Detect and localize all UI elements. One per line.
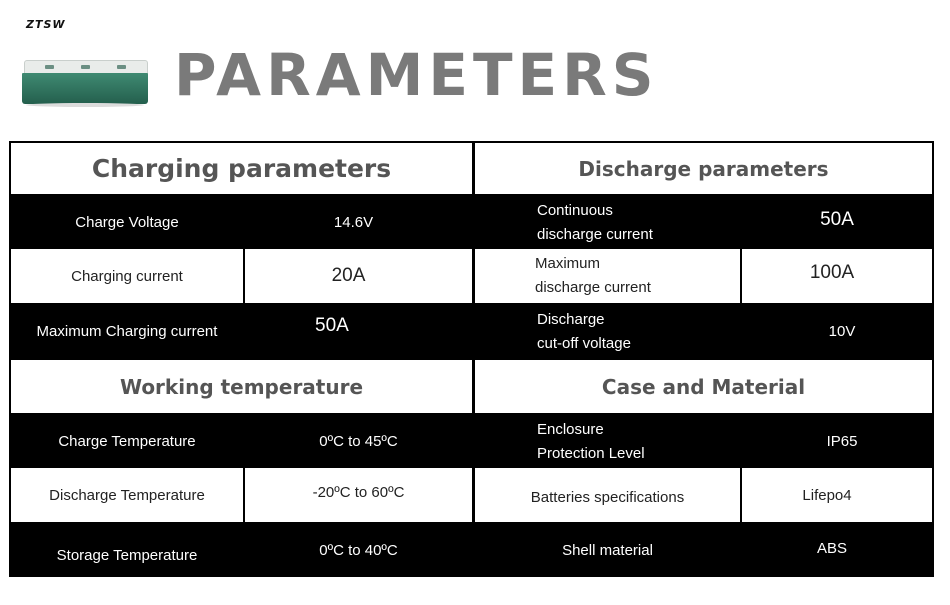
enclosure-protection-label xyxy=(475,415,740,468)
charging-parameters-heading: Charging parameters xyxy=(11,143,472,194)
continuous-discharge-label-line1: Continuous xyxy=(537,201,613,219)
battery-icon xyxy=(22,60,148,106)
enclosure-protection-label-line2: Protection Level xyxy=(537,444,645,462)
charging-current-value: 20A xyxy=(245,249,472,303)
charging-current-label: Charging current xyxy=(11,249,243,303)
maximum-discharge-label-line1: Maximum xyxy=(535,255,601,272)
batteries-spec-label: Batteries specifications xyxy=(475,468,740,522)
continuous-discharge-label-line2: discharge current xyxy=(537,225,653,243)
enclosure-protection-label-line1: Enclosure xyxy=(537,420,604,438)
page-title: PARAMETERS xyxy=(174,41,659,109)
brand-logo: ZTSW xyxy=(26,18,66,31)
charge-temperature-label: Charge Temperature xyxy=(11,415,243,468)
maximum-discharge-label-line2: discharge current xyxy=(535,279,651,296)
storage-temperature-label: Storage Temperature xyxy=(11,524,243,577)
maximum-discharge-value: 100A xyxy=(742,249,932,303)
case-material-heading: Case and Material xyxy=(475,360,932,413)
continuous-discharge-value: 50A xyxy=(742,196,932,249)
discharge-temperature-label: Discharge Temperature xyxy=(11,468,243,522)
shell-material-value: ABS xyxy=(742,524,932,577)
discharge-cutoff-label-line1: Discharge xyxy=(537,310,605,328)
shell-material-label: Shell material xyxy=(475,524,740,577)
parameters-table xyxy=(9,141,934,577)
discharge-cutoff-value: 10V xyxy=(742,305,932,358)
discharge-temperature-value: -20ºC to 60ºC xyxy=(245,468,472,522)
continuous-discharge-label xyxy=(475,196,740,249)
discharge-cutoff-label xyxy=(475,305,740,358)
charge-voltage-label: Charge Voltage xyxy=(11,196,243,249)
discharge-parameters-heading: Discharge parameters xyxy=(475,143,932,194)
discharge-cutoff-label-line2: cut-off voltage xyxy=(537,334,631,352)
max-charging-current-value: 50A xyxy=(245,305,472,358)
working-temperature-heading: Working temperature xyxy=(11,360,472,413)
charge-voltage-value: 14.6V xyxy=(245,196,472,249)
max-charging-current-label: Maximum Charging current xyxy=(11,305,243,358)
batteries-spec-value: Lifepo4 xyxy=(742,468,932,522)
storage-temperature-value: 0ºC to 40ºC xyxy=(245,524,472,577)
charge-temperature-value: 0ºC to 45ºC xyxy=(245,415,472,468)
enclosure-protection-value: IP65 xyxy=(742,415,932,468)
maximum-discharge-label xyxy=(475,249,740,303)
